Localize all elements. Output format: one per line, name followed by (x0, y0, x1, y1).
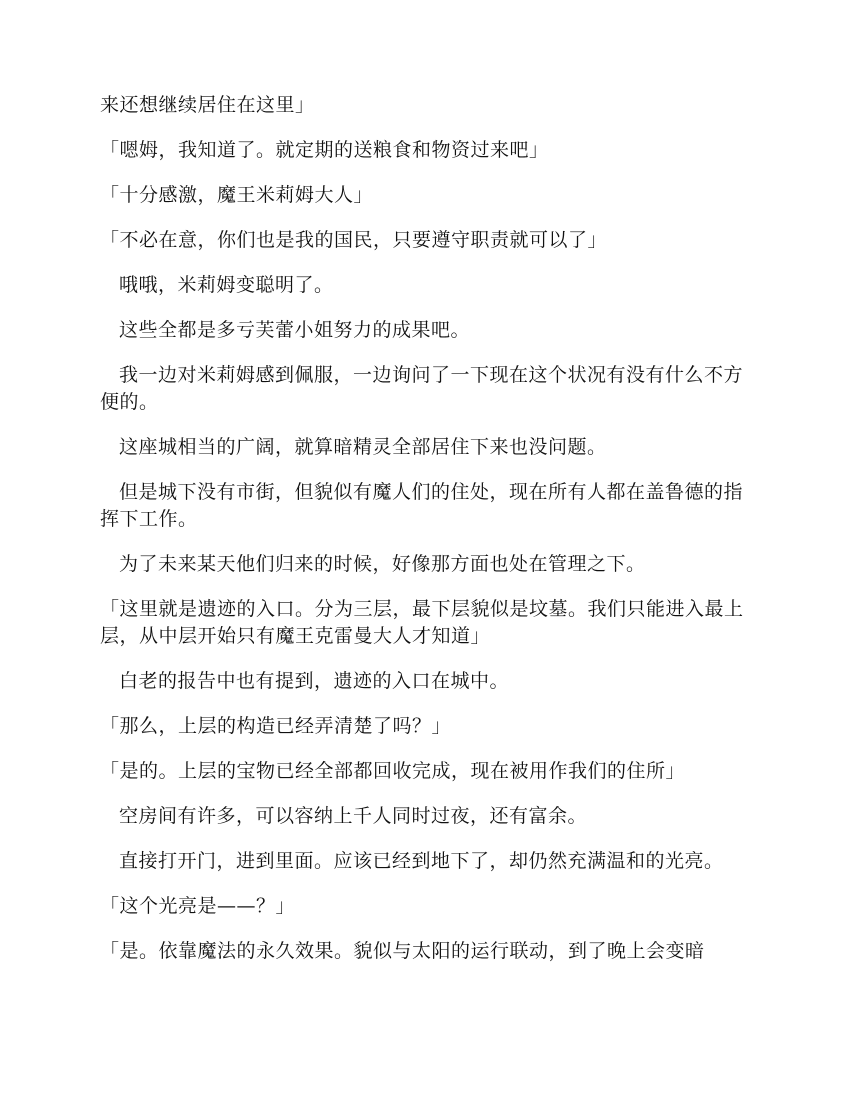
paragraph: 「那么，上层的构造已经弄清楚了吗？」 (100, 715, 452, 737)
paragraph: 「这里就是遗迹的入口。分为三层，最下层貌似是坟墓。我们只能进入最上层，从中层开始只有魔王克雷曼大人才知道」 (100, 598, 744, 647)
paragraph: 白老的报告中也有提到，遗迹的入口在城中。 (119, 670, 510, 692)
paragraph: 这些全都是多亏芙蕾小姐努力的成果吧。 (119, 319, 471, 341)
paragraph: 直接打开门，进到里面。应该已经到地下了，却仍然充满温和的光亮。 (119, 850, 724, 872)
paragraph: 为了未来某天他们归来的时候，好像那方面也处在管理之下。 (119, 553, 646, 575)
paragraph: 「是的。上层的宝物已经全部都回收完成，现在被用作我们的住所」 (100, 760, 686, 782)
body-text (100, 92, 750, 983)
paragraph: 哦哦，米莉姆变聪明了。 (119, 274, 334, 296)
paragraph: 这座城相当的广阔，就算暗精灵全部居住下来也没问题。 (119, 436, 607, 458)
paragraph: 「十分感激，魔王米莉姆大人」 (100, 184, 374, 206)
paragraph: 「这个光亮是——？」 (100, 895, 296, 917)
paragraph: 「是。依靠魔法的永久效果。貌似与太阳的运行联动，到了晚上会变暗 (100, 940, 705, 962)
paragraph: 「不必在意，你们也是我的国民，只要遵守职责就可以了」 (100, 229, 608, 251)
paragraph: 「嗯姆，我知道了。就定期的送粮食和物资过来吧」 (100, 139, 549, 161)
paragraph: 我一边对米莉姆感到佩服，一边询问了一下现在这个状况有没有什么不方便的。 (100, 364, 744, 413)
paragraph: 空房间有许多，可以容纳上千人同时过夜，还有富余。 (119, 805, 588, 827)
paragraph: 但是城下没有市街，但貌似有魔人们的住处，现在所有人都在盖鲁德的指挥下工作。 (100, 481, 744, 530)
paragraph: 来还想继续居住在这里」 (100, 94, 315, 116)
